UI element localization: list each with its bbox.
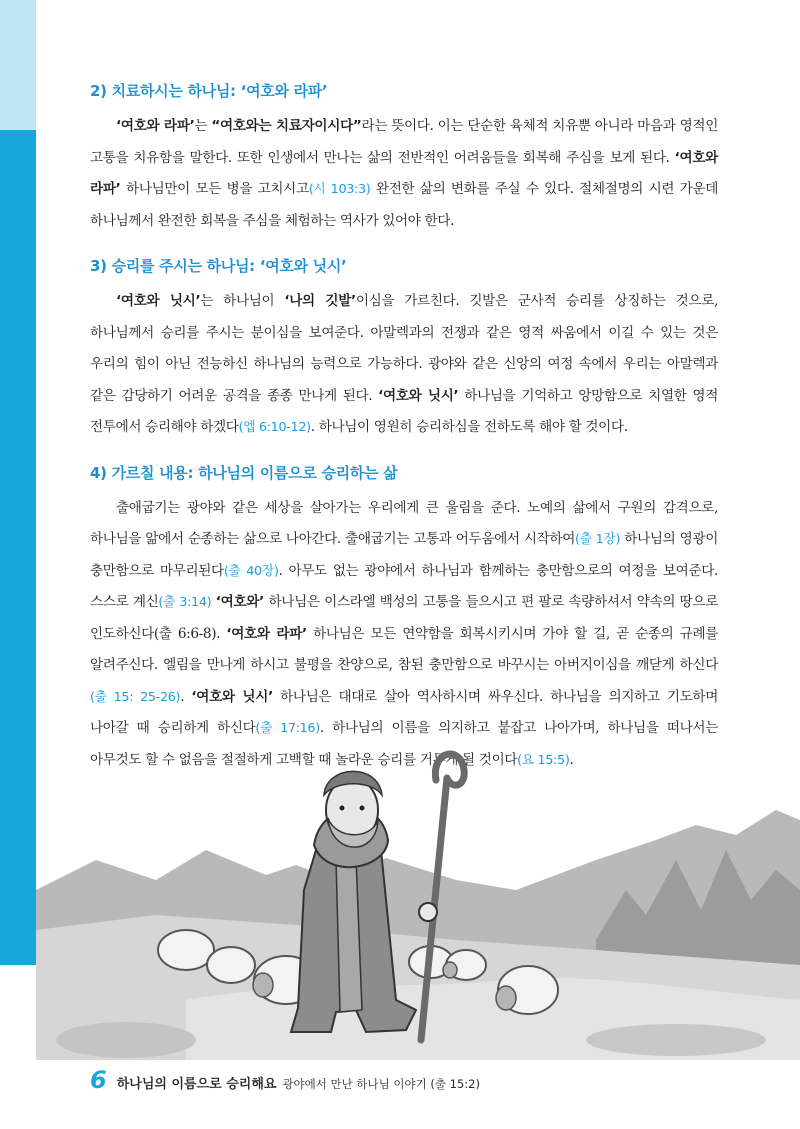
rock (586, 1024, 766, 1056)
rock (56, 1022, 196, 1058)
body-text: 라는 뜻이다. 이는 단순한 육체적 치유뿐 아니라 마음과 영적인 고통을 치유함을 말한다. 또한 인생에서 만나는 삶의 전반적인 어려움들을 회복해 주심을 보게 된다. (90, 118, 718, 166)
body-text: 하나님만이 모든 병을 고치시고 (120, 181, 309, 197)
body-text: 하나님은 이스라엘 백성의 고통을 들으시고 편 팔로 속량하셔서 약속의 땅으로 인도하신다(출 6:6-8). (90, 594, 718, 642)
body-text: 출애굽기는 광야와 같은 세상을 살아가는 우리에게 큰 울림을 준다. 노예의 삶에서 구원의 감격으로, 하나님을 앎에서 순종하는 삶으로 나아간다. 출애굽기는 고통과 어두움에서 시작하여 (90, 499, 718, 547)
body-text: . (569, 751, 574, 768)
book-subtitle: 광야에서 만난 하나님 이야기 (출 15:2) (282, 1077, 480, 1091)
scripture-reference: (엡 6:10-12) (238, 420, 311, 435)
page-footer (90, 1066, 480, 1092)
scripture-reference: (출 15: 25-26) (90, 689, 181, 705)
body-text: 는 (194, 118, 212, 134)
scripture-reference: (요 15:5) (517, 752, 570, 768)
section-heading: 4) 가르칠 내용: 하나님의 이름으로 승리하는 삶 (90, 463, 398, 482)
moses-illustration (36, 740, 800, 1060)
section-healing (90, 80, 718, 237)
body-text: . (180, 688, 192, 705)
section-heading: 3) 승리를 주시는 하나님: ‘여호와 닛시’ (90, 257, 347, 275)
section-teaching (90, 462, 718, 777)
section-paragraph (90, 286, 718, 444)
body-text: 하나님의 영광이 충만함으로 마무리된다 (90, 531, 718, 579)
book-title: 하나님의 이름으로 승리해요 (116, 1077, 277, 1092)
section-victory (90, 255, 718, 444)
scripture-reference: (출 3:14) (158, 595, 212, 610)
body-text: . 하나님의 이름을 의지하고 붙잡고 나아가며, 하나님을 떠나서는 아무것도 할 수 없음을 절절하게 고백할 때 놀라운 승리를 거두게 될 것이다 (90, 720, 718, 768)
body-text: 완전한 삶의 변화를 주실 수 있다. 절체절명의 시련 가운데 하나님께서 완전한 회복을 주심을 체험하는 역사가 있어야 한다. (90, 181, 718, 229)
emphasis-text: ‘여호와 닛시’ (116, 293, 201, 309)
scripture-reference: (출 40장) (223, 563, 279, 579)
body-text: 하나님을 기억하고 앙망함으로 치열한 영적 전투에서 승리해야 하겠다 (90, 387, 718, 435)
page-content (90, 80, 718, 794)
moses-hand (419, 903, 437, 921)
emphasis-text: ‘여호와 라파’ (90, 149, 718, 197)
body-text: . 하나님이 영원히 승리하심을 전하도록 해야 할 것이다. (310, 419, 628, 435)
emphasis-text: ‘나의 깃발’ (284, 293, 356, 309)
body-text: 하나님은 대대로 살아 역사하시며 싸우신다. 하나님을 의지하고 기도하며 나아갈 때 승리하게 하신다 (90, 688, 718, 736)
emphasis-text: ‘여호와’ (215, 594, 265, 610)
scripture-reference: (시 103:3) (308, 182, 371, 197)
emphasis-text: ‘여호와 라파’ (116, 118, 195, 134)
section-paragraph (90, 111, 718, 237)
body-text: 하나님은 모든 연약함을 회복시키시며 가야 할 길, 곧 순종의 규례를 알려주신다. 엘림을 만나게 하시고 불평을 찬양으로, 참된 충만함으로 바꾸시는 아버지이심을 깨닫게 하신다 (90, 625, 718, 673)
emphasis-text: “여호와는 치료자이시다” (211, 118, 362, 134)
body-text: 는 하나님이 (200, 293, 285, 309)
emphasis-text: ‘여호와 닛시’ (378, 387, 459, 404)
scripture-reference: (출 17:16) (255, 721, 320, 736)
body-text: . 아무도 없는 광야에서 하나님과 함께하는 충만함으로의 여정을 보여준다. 스스로 계신 (90, 562, 718, 610)
page-number: 6 (90, 1066, 107, 1094)
side-tab-light (0, 0, 36, 130)
section-heading: 2) 치료하시는 하나님: ‘여호와 라파’ (90, 82, 328, 100)
body-text: 이심을 가르친다. 깃발은 군사적 승리를 상징하는 것으로, 하나님께서 승리를 주시는 분이심을 보여준다. 아말렉과의 전쟁과 같은 영적 싸움에서 이길 수 있는 것은 우리의 힘이 아닌 전능하신 하나님의 능력으로 가능하다. 광야와 같은 신앙의 여정 속에서 우리는 아말렉과 같은 감당하기 어려운 공격을 종종 만나게 된다. (90, 293, 718, 404)
section-paragraph (90, 493, 718, 777)
scripture-reference: (출 1장) (575, 532, 621, 547)
emphasis-text: ‘여호와 닛시’ (191, 688, 273, 705)
emphasis-text: ‘여호와 라파’ (226, 625, 307, 642)
side-tab-accent (0, 130, 36, 965)
